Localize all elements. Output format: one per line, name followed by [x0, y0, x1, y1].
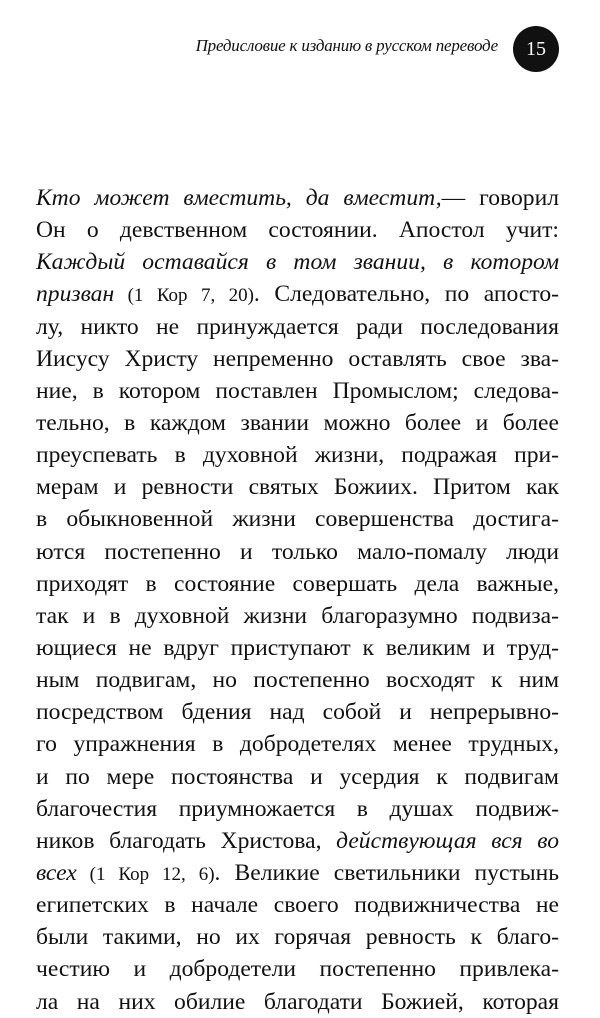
text-run: Иисусу Христу непременно оставлять свое зва- [36, 345, 559, 372]
text-run: ются постепенно и только мало-помалу люди [36, 538, 559, 565]
scripture-reference: (1 Кор 7, 20) [114, 285, 254, 307]
text-line [36, 214, 559, 246]
text-line [36, 503, 559, 535]
text-line [36, 728, 559, 760]
text-line [36, 471, 559, 503]
text-run: ние, в котором поставлен Промыслом; следова- [36, 377, 559, 404]
body-text [36, 182, 559, 1018]
text-line [36, 761, 559, 793]
text-run: честию и добродетели постепенно привлека- [36, 956, 559, 983]
text-line [36, 375, 559, 407]
text-run: ла на них обилие благодати Божией, которая [36, 988, 559, 1015]
scripture-reference: (1 Кор 12, 6) [76, 863, 215, 885]
text-run: . Великие светильники пустынь [214, 859, 559, 886]
text-line [36, 857, 559, 889]
text-line [36, 696, 559, 728]
text-run: лу, никто не принуждается ради последования [36, 313, 559, 340]
text-run: посредством бдения над собой и непрерывно- [36, 699, 559, 726]
text-run: мерам и ревности святых Божиих. Притом как [36, 474, 559, 501]
text-run: . Следовательно, по апосто- [253, 281, 559, 308]
page-number-badge: 15 [513, 26, 559, 72]
italic-quote: всех [36, 859, 77, 886]
text-line [36, 921, 559, 953]
text-run: ников благодать Христова, [36, 827, 337, 854]
italic-quote: действующая вся во [336, 827, 559, 854]
text-run: го упражнения в добродетелях менее трудных, [36, 731, 559, 758]
text-run: египетских в начале своего подвижничества не [36, 892, 559, 919]
text-line [36, 568, 559, 600]
text-line [36, 986, 559, 1018]
text-run: и по мере постоянства и усердия к подвигам [36, 763, 559, 790]
text-run: тельно, в каждом звании можно более и более [36, 409, 559, 436]
text-run: ющиеся не вдруг приступают к великим и труд- [36, 634, 559, 661]
text-line [36, 825, 559, 857]
text-run: — говорил [441, 185, 559, 211]
text-run: в обыкновенной жизни совершенства достига- [36, 506, 559, 533]
text-run: так и в духовной жизни благоразумно подвиза- [36, 602, 559, 629]
italic-quote: Кто может вместить, да вместит, [36, 185, 442, 211]
text-line [36, 536, 559, 568]
page-header [0, 22, 600, 78]
text-line [36, 664, 559, 696]
text-run: были такими, но их горячая ревность к благо- [36, 924, 559, 951]
text-line [36, 407, 559, 439]
text-run: приходят в состояние совершать дела важные, [36, 570, 559, 597]
text-run: благочестия приумножается в душах подвиж- [36, 795, 559, 822]
text-line [36, 311, 559, 343]
italic-quote: призван [36, 281, 115, 308]
text-line [36, 889, 559, 921]
text-line [36, 600, 559, 632]
italic-quote: Каждый оставайся в том звании, в котором [36, 249, 559, 276]
text-run: Он о девственном состоянии. Апостол учит: [36, 217, 559, 244]
text-line [36, 632, 559, 664]
text-line [36, 793, 559, 825]
text-line [36, 343, 559, 375]
running-title: Предисловие к изданию в русском переводе [195, 36, 498, 55]
text-line [36, 182, 559, 214]
text-run: ным подвигам, но постепенно восходят к ним [36, 667, 559, 694]
text-line [36, 278, 559, 310]
text-line [36, 439, 559, 471]
text-line [36, 953, 559, 985]
text-line [36, 246, 559, 278]
text-run: преуспевать в духовной жизни, подражая при- [36, 442, 559, 469]
